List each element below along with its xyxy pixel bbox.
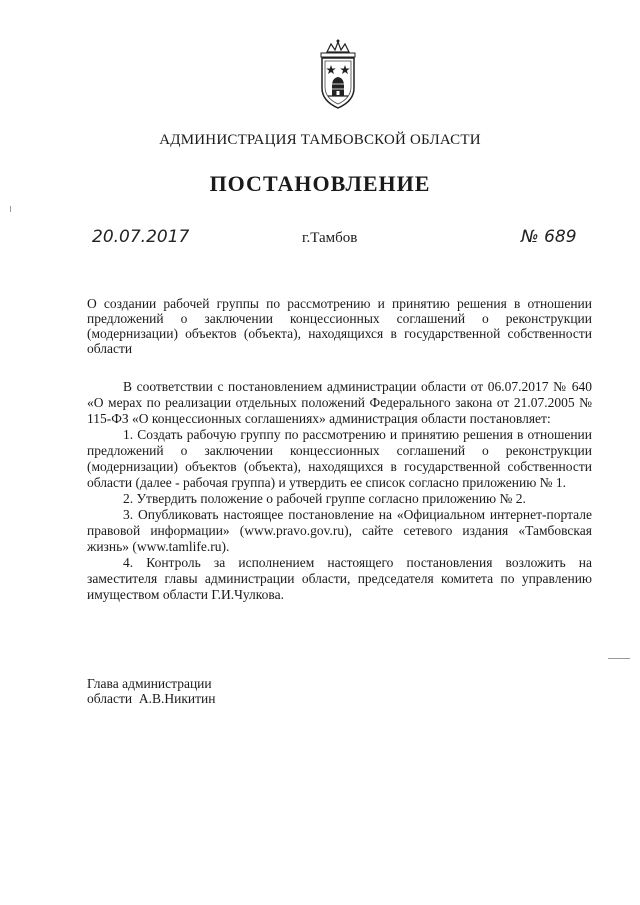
body-item: 3. Опубликовать настоящее постановление на «Официальном интернет-портале правовой информации» (www.pravo.gov.ru), сайте сетевого издания «Тамбовская жизнь» (www.tamlife.ru). (87, 507, 592, 554)
organization-name: АДМИНИСТРАЦИЯ ТАМБОВСКОЙ ОБЛАСТИ (159, 132, 481, 148)
body-item: 1. Создать рабочую группу по рассмотрению и принятию решения в отношении предложений о заключении концессионных соглашений о реконструкции (модернизации) объектов (объекта), находящихся в государственной собственности области (далее - рабочая группа) и утвердить ее список согласно приложению № 1. (87, 427, 592, 490)
coat-of-arms-icon (313, 38, 363, 112)
body-intro: В соответствии с постановлением администрации области от 06.07.2017 № 640 «О мерах по реализации отдельных положений Федерального закона от 21.07.2005 № 115-ФЗ «О концессионных соглашениях» администрация области постановляет: (87, 379, 592, 426)
margin-mark (10, 206, 11, 212)
body-item: 4. Контроль за исполнением настоящего постановления возложить на заместителя главы администрации области, председателя комитета по управлению имуществом области Г.И.Чулкова. (87, 555, 592, 602)
document-city: г.Тамбов (302, 230, 358, 246)
signature-title: Глава администрации (87, 676, 212, 691)
margin-mark (608, 658, 630, 659)
document-body (87, 379, 592, 603)
document-number: № 689 (521, 227, 577, 247)
signature-block (87, 676, 216, 706)
body-item: 2. Утвердить положение о рабочей группе согласно приложению № 2. (123, 491, 526, 506)
document-subject: О создании рабочей группы по рассмотрению и принятию решения в отношении предложений о заключении концессионных соглашений о реконструкции (модернизации) объектов (объекта), находящихся в государственной собственности области (87, 296, 592, 356)
document-title: ПОСТАНОВЛЕНИЕ (209, 171, 431, 196)
signature-name: области А.В.Никитин (87, 691, 216, 706)
document-date: 20.07.2017 (92, 227, 190, 247)
